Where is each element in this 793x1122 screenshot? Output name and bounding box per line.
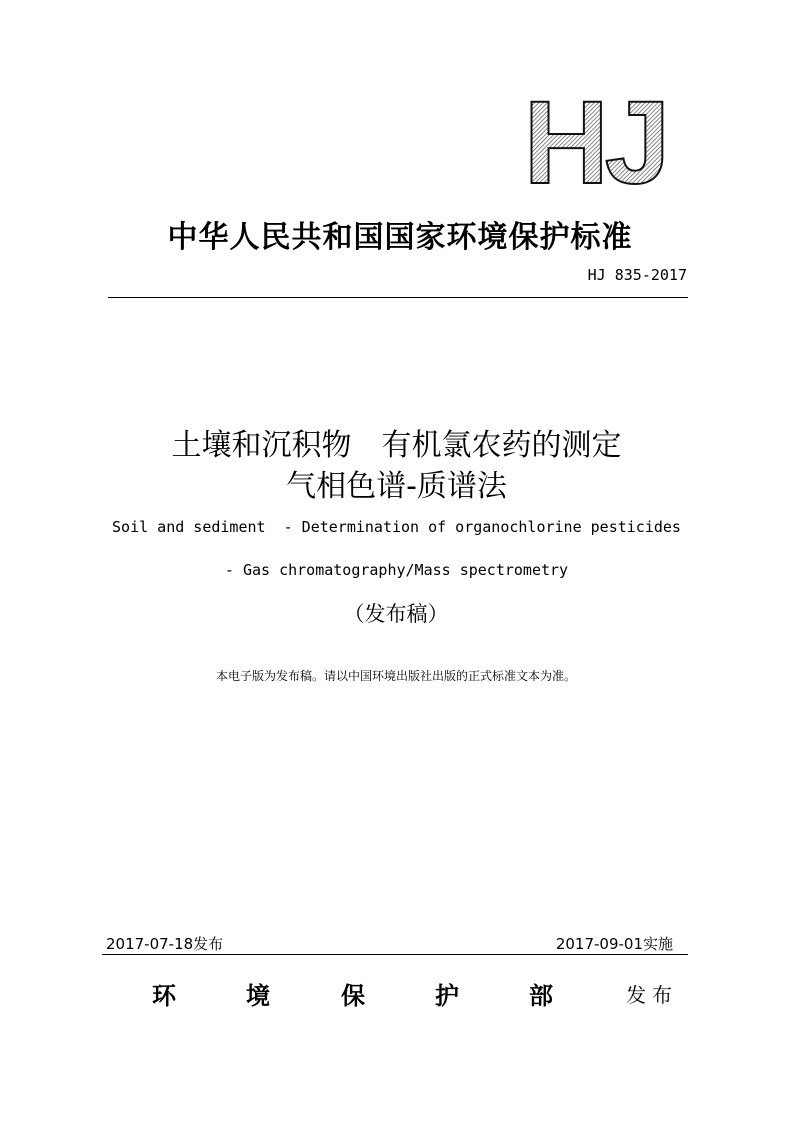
issuer-char: 环 [152, 982, 176, 1010]
draft-label: （发布稿） [343, 602, 449, 626]
footer-divider [102, 954, 688, 955]
issuer-char: 境 [246, 982, 270, 1010]
issuer-suffix: 发布 [626, 983, 678, 1007]
effective-date: 2017-09-01实施 [555, 935, 673, 953]
title-en-line-1: Soil and sediment - Determination of organochlorine pesticides [112, 518, 681, 536]
issuer-char: 护 [435, 982, 459, 1010]
hj-logo-text: HJ [523, 93, 667, 188]
issuer-char: 保 [341, 982, 365, 1010]
title-cn-line-2: 气相色谱-质谱法 [286, 469, 507, 504]
standard-number: HJ 835-2017 [587, 266, 687, 284]
hj-logo [510, 93, 680, 188]
issuer-char: 部 [529, 982, 553, 1010]
release-date: 2017-07-18发布 [106, 935, 224, 953]
header-divider [108, 297, 688, 298]
org-title: 中华人民共和国国家环境保护标准 [167, 220, 633, 255]
title-cn-line-1: 土壤和沉积物 有机氯农药的测定 [171, 428, 622, 463]
title-en-line-2: - Gas chromatography/Mass spectrometry [224, 561, 569, 579]
edition-notice: 本电子版为发布稿。请以中国环境出版社出版的正式标准文本为准。 [215, 669, 576, 683]
